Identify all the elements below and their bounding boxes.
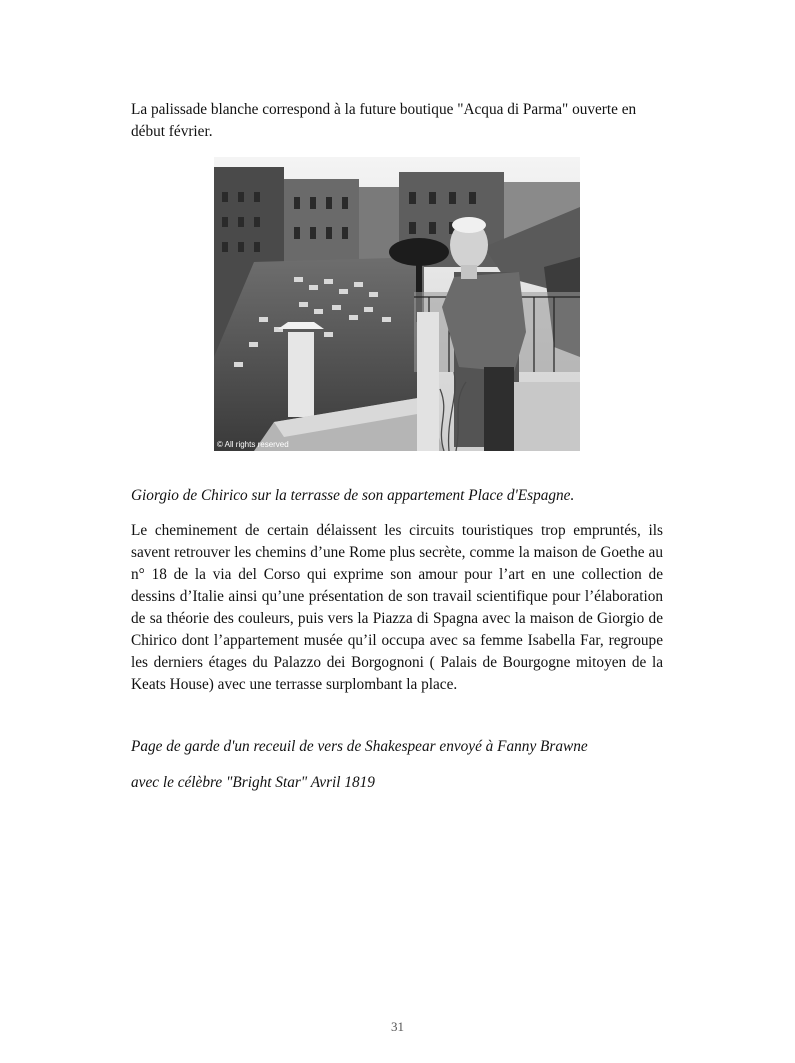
photo-de-chirico-terrace xyxy=(214,157,580,451)
italic-note-line-1: Page de garde d'un receuil de vers de Shakespear envoyé à Fanny Brawne xyxy=(131,738,588,755)
photo-copyright: © All rights reserved xyxy=(217,440,289,449)
photo-caption: Giorgio de Chirico sur la terrasse de son appartement Place d'Espagne. xyxy=(131,487,575,504)
body-paragraph: Le cheminement de certain délaissent les circuits touristiques trop empruntés, ils savent retrouver les chemins d’une Rome plus secrète, comme la maison de Goethe au n° 18 de la via del Corso qui exprime son amour pour l’art en une collection de dessins d’Italie ainsi qu’une présentation de son travail scientifique pour l’élaboration de sa théorie des couleurs, puis vers la Piazza di Spagna avec la maison de Giorgio de Chirico dont l’appartement musée qu’il occupa avec sa femme Isabella Far, regroupe les derniers étages du Palazzo dei Borgognoni ( Palais de Bourgogne mitoyen de la Keats House) avec une terrasse surplombant la place. xyxy=(131,522,663,693)
intro-paragraph: La palissade blanche correspond à la future boutique "Acqua di Parma" ouverte en début février. xyxy=(131,101,637,140)
page-number: 31 xyxy=(391,1019,404,1034)
italic-note-line-2: avec le célèbre "Bright Star" Avril 1819 xyxy=(131,774,375,791)
